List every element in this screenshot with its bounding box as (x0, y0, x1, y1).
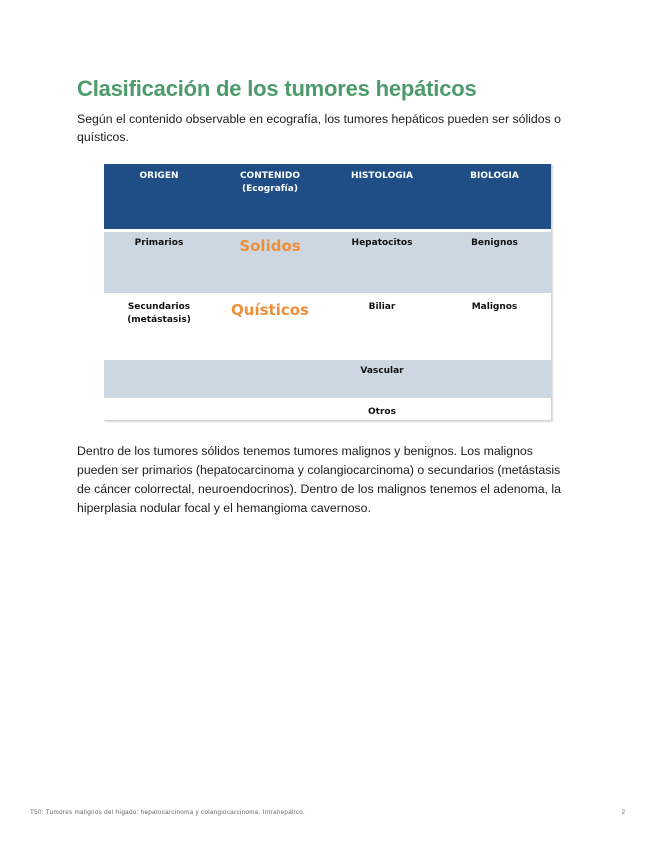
table-cell (214, 359, 326, 400)
header-contenido (214, 164, 326, 231)
header-histologia: HISTOLOGIA (326, 164, 438, 231)
table-cell: Benignos (438, 231, 551, 295)
table-row (104, 295, 551, 359)
cell-line: Primarios (134, 238, 184, 248)
table-row (104, 359, 551, 400)
contenido-solidos: Solidos (239, 237, 301, 255)
table-cell (214, 295, 326, 359)
page-footer: T50: Tumores malignos del hígado: hepatocarcinoma y colangiocarcinoma. Intrahepático. (30, 809, 306, 816)
table-cell: Biliar (326, 295, 438, 359)
table-header-row (104, 164, 551, 231)
table-cell: Hepatocitos (326, 231, 438, 295)
page-title: Clasificación de los tumores hepáticos (77, 76, 477, 101)
header-contenido-sub: (Ecografía) (242, 184, 298, 194)
table-cell: Otros (326, 400, 438, 422)
body-paragraph: Dentro de los tumores sólidos tenemos tumores malignos y benignos. Los malignos pueden ser primarios (hepatocarcinoma y colangiocarcinoma) o secundarios (metástasis de cáncer colorrectal, neuroendocrinos). Dentro de los malignos tenemos el adenoma, la hiperplasia nodular focal y el hemangioma cavernoso. (77, 444, 561, 515)
page-number: 2 (621, 809, 625, 816)
table-cell (214, 400, 326, 422)
contenido-quisticos: Quísticos (231, 301, 309, 319)
table-cell (104, 295, 214, 359)
header-origen: ORIGEN (104, 164, 214, 231)
table-cell (214, 231, 326, 295)
intro-paragraph: Según el contenido observable en ecografía, los tumores hepáticos pueden ser sólidos o quísticos. (77, 112, 561, 144)
table-cell (104, 359, 214, 400)
table-row (104, 400, 551, 422)
table-cell (438, 359, 551, 400)
table-cell (104, 231, 214, 295)
cell-line: (metástasis) (127, 315, 191, 325)
table-cell (438, 400, 551, 422)
table-row (104, 231, 551, 295)
header-contenido-label: CONTENIDO (239, 171, 301, 181)
table-cell (104, 400, 214, 422)
header-biologia: BIOLOGIA (438, 164, 551, 231)
cell-line: Secundarios (127, 302, 191, 312)
table-cell: Malignos (438, 295, 551, 359)
classification-table (104, 164, 552, 421)
table-cell: Vascular (326, 359, 438, 400)
